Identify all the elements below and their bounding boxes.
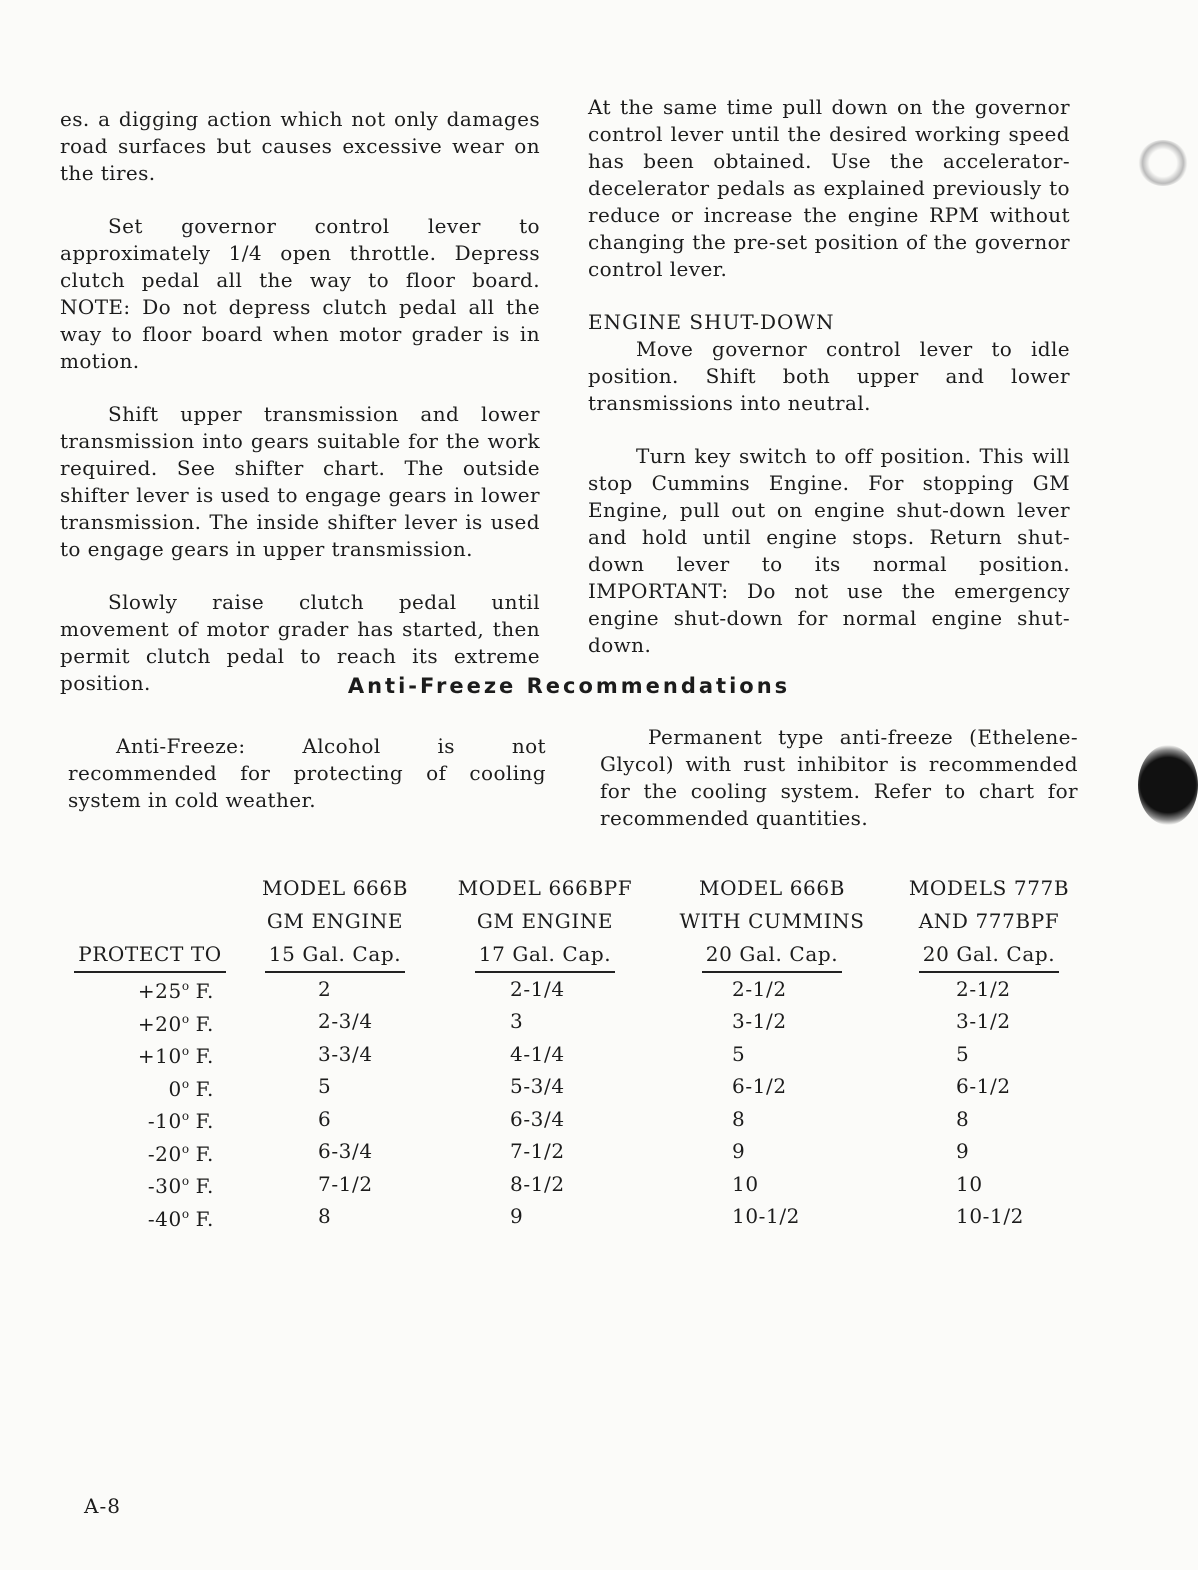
left-column bbox=[60, 106, 540, 723]
quantity-cell: 9 bbox=[510, 1204, 524, 1228]
quantity-cell: 5 bbox=[732, 1041, 746, 1066]
temperature-cell: 0$^o$ F. bbox=[168, 1076, 214, 1101]
quantity-cell: 8 bbox=[956, 1106, 970, 1131]
right-column bbox=[588, 94, 1070, 685]
quantity-cell: 6-1/2 bbox=[732, 1074, 787, 1098]
section-title: Anti-Freeze Recommendations bbox=[347, 674, 791, 698]
quantity-cell: 5-3/4 bbox=[510, 1074, 565, 1098]
anti-freeze-right bbox=[600, 724, 1078, 858]
quantity-cell: 8 bbox=[732, 1106, 746, 1131]
temperature-cell: $+25^o$ F. bbox=[137, 979, 214, 1003]
table-row bbox=[62, 973, 1092, 1006]
engine-shutdown-heading: ENGINE SHUT-DOWN bbox=[588, 310, 835, 334]
temperature-cell: -20$^o$ F. bbox=[147, 1141, 214, 1166]
chart-header-cap: PROTECT TO bbox=[74, 938, 226, 973]
right-paragraph-3: Turn key switch to off position. This will stop Cummins Engine. For stopping GM Engine, pull out on engine shut-down lever and hold until engine stops. Return shut-down lever to its normal position. IMPORTANT: Do not use the emergency engine shut-down for normal engine shut-down. bbox=[588, 444, 1070, 657]
left-paragraph-3: Shift upper transmission and lower transmission into gears suitable for the work required. See shifter chart. The outside shifter lever is used to engage gears in lower transmission. The inside shifter lever is used to engage gears in upper transmission. bbox=[60, 402, 540, 561]
chart-header-777b: MODELS 777B AND 777BPF 20 Gal. Cap. bbox=[886, 872, 1092, 973]
quantity-cell: 10 bbox=[956, 1171, 983, 1196]
left-paragraph-1: es. a digging action which not only damages road surfaces but causes excessive wear on the tires. bbox=[60, 107, 540, 185]
scan-smudge bbox=[1138, 140, 1188, 186]
quantity-cell: 8 bbox=[318, 1204, 332, 1228]
quantity-cell: 5 bbox=[318, 1074, 332, 1098]
temperature-cell: -40$^o$ F. bbox=[147, 1206, 214, 1231]
table-row bbox=[62, 1103, 1092, 1136]
quantity-cell: 8-1/2 bbox=[510, 1171, 565, 1196]
chart-header-666b-gm: MODEL 666B GM ENGINE 15 Gal. Cap. bbox=[238, 872, 432, 973]
page-number: A-8 bbox=[84, 1494, 121, 1518]
quantity-cell: 10-1/2 bbox=[956, 1204, 1024, 1228]
quantity-cell: 10 bbox=[732, 1171, 759, 1196]
quantity-cell: 2 bbox=[318, 976, 332, 1001]
quantity-cell: 10-1/2 bbox=[732, 1204, 800, 1228]
quantity-cell: 2-3/4 bbox=[318, 1009, 373, 1033]
chart-header-cap: 17 Gal. Cap. bbox=[475, 938, 615, 973]
quantity-cell: 4-1/4 bbox=[510, 1041, 565, 1066]
quantity-cell: 7-1/2 bbox=[510, 1139, 565, 1163]
left-paragraph-4: Slowly raise clutch pedal until movement of motor grader has started, then permit clutch pedal to reach its extreme position. bbox=[60, 590, 540, 695]
temperature-cell: $+10^o$ F. bbox=[137, 1044, 214, 1068]
table-row bbox=[62, 1201, 1092, 1234]
anti-freeze-right-text: Permanent type anti-freeze (Ethelene-Glycol) with rust inhibitor is recommended for the cooling system. Refer to chart for recommended quantities. bbox=[600, 725, 1078, 830]
quantity-cell: 3-1/2 bbox=[732, 1009, 787, 1033]
table-row bbox=[62, 1168, 1092, 1201]
quantity-cell: 3 bbox=[510, 1009, 524, 1033]
anti-freeze-chart bbox=[62, 872, 1092, 1233]
quantity-cell: 9 bbox=[956, 1139, 970, 1163]
quantity-cell: 6-3/4 bbox=[318, 1139, 373, 1163]
quantity-cell: 6-3/4 bbox=[510, 1106, 565, 1131]
table-row bbox=[62, 1136, 1092, 1169]
punch-hole bbox=[1138, 745, 1198, 825]
quantity-cell: 2-1/4 bbox=[510, 976, 565, 1001]
right-paragraph-2: Move governor control lever to idle position. Shift both upper and lower transmissions into neutral. bbox=[588, 337, 1070, 415]
chart-header-666b-cummins: MODEL 666B WITH CUMMINS 20 Gal. Cap. bbox=[658, 872, 886, 973]
temperature-cell: $+20^o$ F. bbox=[137, 1011, 214, 1036]
right-paragraph-1: At the same time pull down on the governor control lever until the desired working speed has been obtained. Use the accelerator-decelerator pedals as explained previously to reduce or increase the engine RPM without changing the pre-set position of the governor control lever. bbox=[588, 95, 1070, 281]
table-row bbox=[62, 1006, 1092, 1039]
quantity-cell: 2-1/2 bbox=[732, 976, 787, 1001]
temperature-cell: -30$^o$ F. bbox=[147, 1174, 214, 1198]
chart-header-666bpf-gm: MODEL 666BPF GM ENGINE 17 Gal. Cap. bbox=[432, 872, 658, 973]
quantity-cell: 6 bbox=[318, 1106, 332, 1131]
quantity-cell: 3-3/4 bbox=[318, 1041, 373, 1066]
chart-header-cap: 15 Gal. Cap. bbox=[265, 938, 405, 973]
temperature-cell: -10$^o$ F. bbox=[147, 1109, 214, 1133]
quantity-cell: 2-1/2 bbox=[956, 976, 1011, 1001]
anti-freeze-left bbox=[68, 733, 546, 840]
quantity-cell: 9 bbox=[732, 1139, 746, 1163]
quantity-cell: 3-1/2 bbox=[956, 1009, 1011, 1033]
anti-freeze-left-text: Anti-Freeze: Alcohol is not recommended for protecting of cooling system in cold weather. bbox=[68, 734, 546, 812]
chart-body bbox=[62, 973, 1092, 1233]
quantity-cell: 6-1/2 bbox=[956, 1074, 1011, 1098]
table-row bbox=[62, 1038, 1092, 1071]
left-paragraph-2: Set governor control lever to approximately 1/4 open throttle. Depress clutch pedal all the way to floor board. NOTE: Do not depress clutch pedal all the way to floor board when motor grader is in motion. bbox=[60, 214, 540, 373]
chart-header-protect bbox=[62, 872, 238, 973]
quantity-cell: 7-1/2 bbox=[318, 1171, 373, 1196]
table-row bbox=[62, 1071, 1092, 1104]
quantity-cell: 5 bbox=[956, 1041, 970, 1066]
chart-header-cap: 20 Gal. Cap. bbox=[919, 938, 1059, 973]
chart-header-row bbox=[62, 872, 1092, 973]
chart-header-cap: 20 Gal. Cap. bbox=[702, 938, 842, 973]
